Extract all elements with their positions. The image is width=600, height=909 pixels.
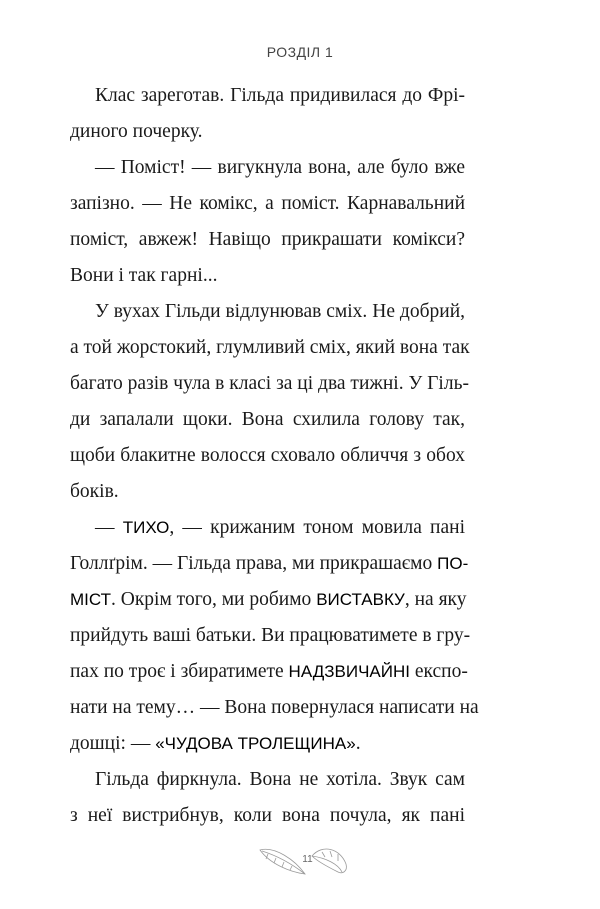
text-line <box>70 258 465 294</box>
text-segment: Гільда фиркнула. Вона не хотіла. Звук сам <box>95 769 465 790</box>
text-segment: боків. <box>70 481 119 502</box>
text-line <box>70 690 479 726</box>
text-segment: диного почерку. <box>70 121 203 142</box>
text-segment: . <box>355 733 361 754</box>
page-number: 11 <box>302 854 313 865</box>
text-line <box>70 582 465 618</box>
text-line <box>70 510 465 546</box>
page-footer <box>250 842 365 882</box>
text-segment: нати на тему… — Вона повернулася написати на <box>70 697 479 718</box>
text-line <box>70 546 469 582</box>
text-segment: прийдуть ваші батьки. Ви працюватимете в гру- <box>70 625 471 646</box>
text-line <box>70 726 465 762</box>
text-segment: — Поміст! — вигукнула вона, але було вже <box>95 157 465 178</box>
body-text <box>70 78 479 834</box>
text-line <box>70 114 465 150</box>
text-line <box>70 222 465 258</box>
text-segment: запізно. — Не комікс, а поміст. Карнавальний <box>70 193 465 214</box>
text-segment: дошці: — <box>70 733 156 754</box>
emphasized-word: НАДЗВИЧАЙНІ <box>288 662 410 681</box>
emphasized-word: ВИСТАВКУ <box>316 590 405 609</box>
text-line <box>70 294 465 330</box>
text-line <box>70 78 465 114</box>
text-line <box>70 330 470 366</box>
text-line <box>70 474 465 510</box>
text-segment: . Окрім того, ми робимо <box>110 589 317 610</box>
text-segment: Голлґрім. — Гільда права, ми прикрашаємо <box>70 553 438 574</box>
text-segment: — <box>95 517 123 538</box>
text-segment: Вони і так гарні... <box>70 265 218 286</box>
text-segment: експо- <box>409 661 468 682</box>
emphasized-word: МІСТ <box>70 590 111 609</box>
text-segment: ди запалали щоки. Вона схилила голову так, <box>70 409 465 430</box>
text-segment: багато разів чула в класі за ці два тижні. У Гіль- <box>70 373 469 394</box>
text-segment: , на яку <box>404 589 467 610</box>
text-segment: а той жорстокий, глумливий сміх, який вона так <box>70 337 470 358</box>
text-segment: з неї вистрибнув, коли вона почула, як пані <box>70 805 465 826</box>
text-segment: пах по троє і збиратимете <box>70 661 289 682</box>
text-line <box>70 150 465 186</box>
emphasized-word: «ЧУДОВА ТРОЛЕЩИНА» <box>155 734 356 753</box>
emphasized-word: ТИХО <box>122 518 170 537</box>
text-segment: Клас зареготав. Гільда придивилася до Фрі- <box>95 85 465 106</box>
text-line <box>70 402 465 438</box>
running-header: РОЗДІЛ 1 <box>266 44 334 60</box>
text-line <box>70 654 468 690</box>
text-line <box>70 762 465 798</box>
text-segment: щоби блакитне волосся сховало обличчя з обох <box>70 445 465 466</box>
text-line <box>70 618 471 654</box>
text-line <box>70 186 465 222</box>
text-segment: У вухах Гільди відлунював сміх. Не добрий, <box>95 301 465 322</box>
text-segment: поміст, авжеж! Навіщо прикрашати комікси? <box>70 229 465 250</box>
text-segment: , — крижаним тоном мовила пані <box>169 517 466 538</box>
emphasized-word: ПО- <box>437 554 469 573</box>
text-line <box>70 366 469 402</box>
text-line <box>70 438 465 474</box>
text-line <box>70 798 465 834</box>
